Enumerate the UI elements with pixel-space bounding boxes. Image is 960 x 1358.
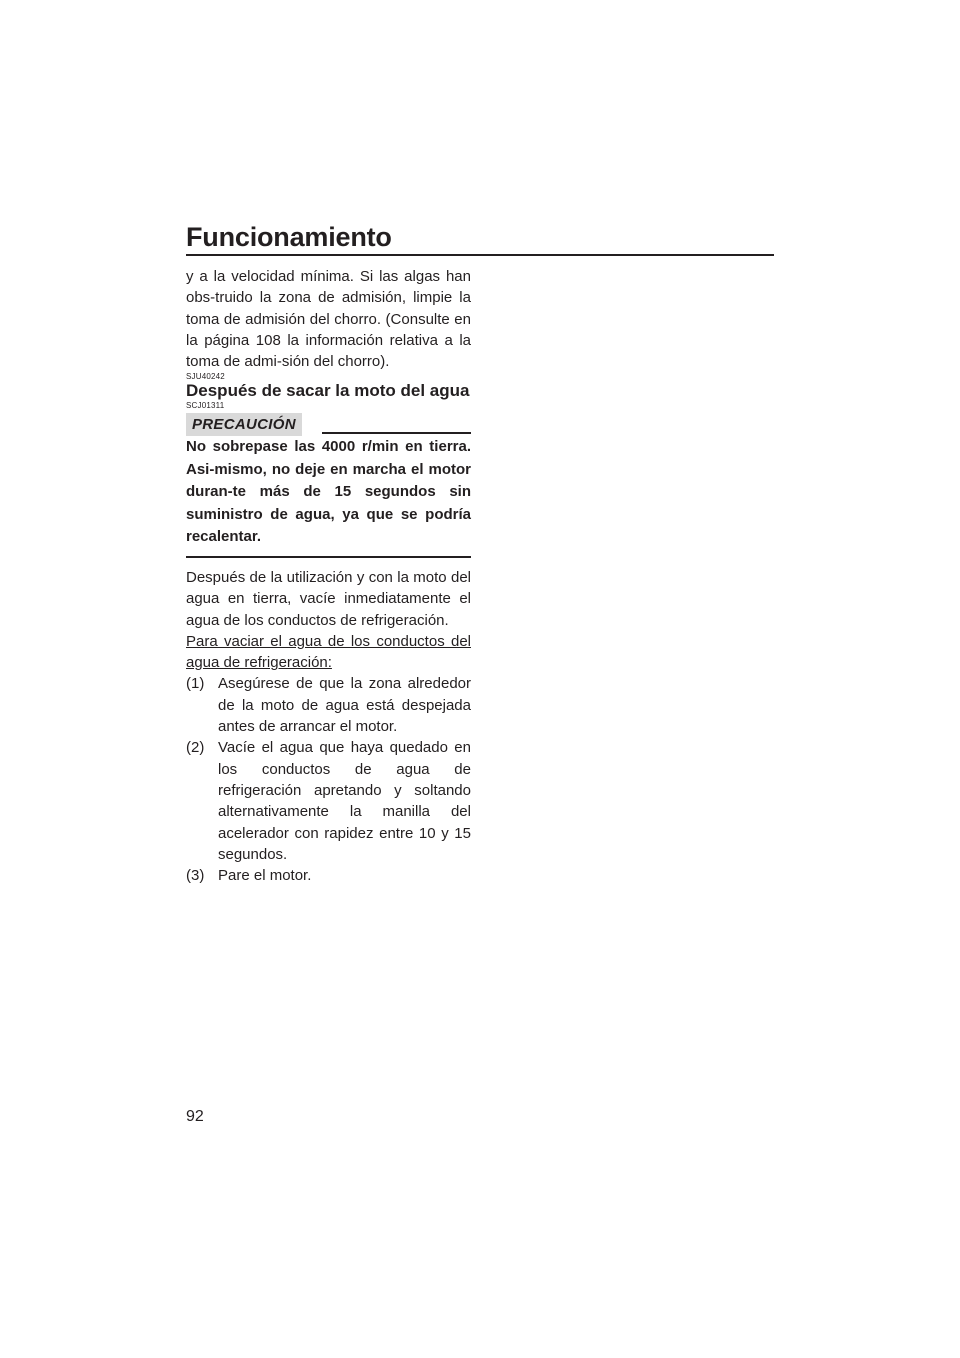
page-number: 92 — [186, 1108, 204, 1125]
page-title: Funcionamiento — [186, 222, 392, 252]
section-code: SJU40242 — [186, 372, 225, 382]
main-column — [186, 266, 471, 886]
step-item — [186, 737, 471, 865]
caution-badge: PRECAUCIÓN — [186, 413, 302, 436]
procedure-title: Para vaciar el agua de los conductos del agua de refrigeración: — [186, 632, 471, 672]
step-number: (1) — [186, 675, 205, 693]
step-text: Vacíe el agua que haya quedado en los conductos de agua de refrigeración apretando y soltando alternativamente la manilla del acelerador con rapidez entre 10 y 15 segundos. — [218, 739, 471, 863]
step-text: Pare el motor. — [218, 867, 312, 885]
step-text: Asegúrese de que la zona alrededor de la moto de agua está despejada antes de arrancar el motor. — [218, 675, 471, 736]
header-rule — [186, 254, 774, 256]
step-item — [186, 865, 471, 886]
caution-bottom-rule — [186, 556, 471, 558]
step-number: (3) — [186, 867, 205, 885]
caution-header-rule — [322, 432, 471, 434]
body-paragraph: Después de la utilización y con la moto del agua en tierra, vacíe inmediatamente el agua de los conductos de refrigeración. — [186, 568, 471, 629]
intro-paragraph: y a la velocidad mínima. Si las algas han obs-truido la zona de admisión, limpie la toma de admisión del chorro. (Consulte en la página 108 la información relativa a la toma de admi-sión del chorro). — [186, 268, 471, 371]
caution-text: No sobrepase las 4000 r/min en tierra. Asi-mismo, no deje en marcha el motor duran-te más de 15 segundos sin suministro de agua, ya que se podría recalentar. — [186, 438, 471, 546]
step-number: (2) — [186, 739, 205, 757]
caution-code: SCJ01311 — [186, 401, 225, 411]
section-heading: Después de sacar la moto del agua — [186, 381, 470, 401]
caution-header — [186, 412, 471, 436]
step-item — [186, 673, 471, 737]
